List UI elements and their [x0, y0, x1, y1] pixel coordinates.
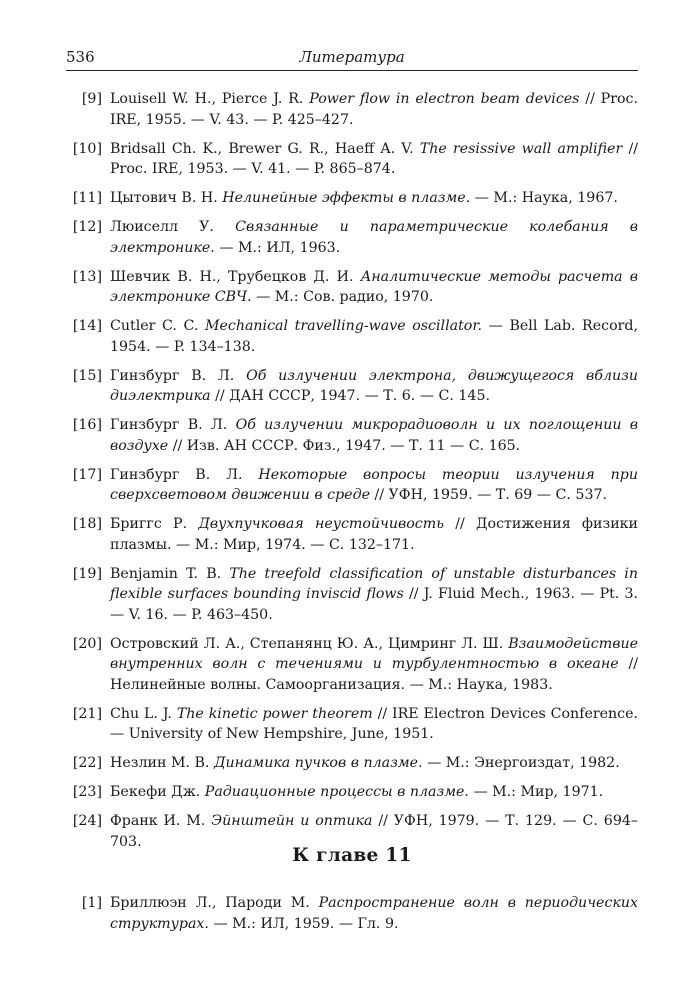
reference-title: The resissive wall amplifier	[419, 140, 623, 157]
reference-source: // Изв. АН СССР. Физ., 1947. — Т. 11 — С. 165.	[172, 437, 521, 454]
reference-number: [10]	[72, 140, 102, 157]
reference-number: [12]	[72, 219, 102, 235]
reference-source: — М.: ИЛ, 1963.	[219, 239, 341, 256]
reference-authors: Шевчик В. Н., Трубецков Д. И.	[110, 268, 354, 285]
reference-source: // Proc. IRE, 1953. — V. 41. — P. 865–874.	[110, 140, 639, 177]
reference-authors: Chu L. J.	[110, 705, 172, 722]
reference-authors: Гинзбург В. Л.	[110, 367, 235, 384]
running-title: Литература	[299, 48, 405, 66]
reference-title: Аналитические методы расчета в электронике СВЧ.	[110, 268, 639, 305]
reference-title: Об излучении электрона, движущегося вблизи диэлектрика	[110, 367, 639, 404]
reference-authors: Гинзбург В. Л.	[110, 417, 228, 433]
reference-source: // J. Fluid Mech., 1963. — Pt. 3. — V. 16. — P. 463–450.	[110, 586, 639, 623]
reference-number: [13]	[72, 268, 102, 285]
reference-number: [14]	[72, 318, 102, 334]
page-number: 536	[66, 48, 95, 66]
reference-source: // Достижения физики плазмы. — М.: Мир, 1974. — С. 132–171.	[110, 516, 638, 553]
reference-title: Связанные и параметрические колебания в электронике.	[110, 219, 639, 256]
reference-number: [21]	[72, 705, 102, 722]
reference-title: Динамика пучков в плазме.	[213, 755, 423, 771]
reference-source: — М.: ИЛ, 1959. — Гл. 9.	[213, 915, 399, 932]
reference-number: [15]	[72, 367, 102, 384]
chapter-heading: К главе 11	[292, 845, 412, 866]
reference-title: Распространение волн в периодических структурах.	[110, 895, 638, 932]
reference-item	[66, 188, 638, 209]
reference-number: [16]	[72, 417, 102, 433]
reference-source: // IRE Electron Devices Conference. — University of New Hempshire, June, 1951.	[110, 705, 639, 742]
reference-source: — Bell Lab. Record, 1954. — P. 134–138.	[110, 318, 638, 355]
reference-number: [24]	[72, 813, 102, 829]
reference-number: [17]	[72, 466, 102, 483]
reference-authors: Бриггс Р.	[110, 516, 188, 532]
reference-source: // Нелинейные волны. Самоорганизация. — М.: Наука, 1983.	[110, 656, 638, 693]
reference-item	[66, 316, 638, 357]
reference-number: [19]	[72, 565, 102, 582]
reference-list	[66, 89, 638, 861]
reference-number: [22]	[72, 755, 102, 771]
reference-item	[66, 465, 638, 506]
reference-number: [11]	[72, 190, 102, 206]
reference-item	[66, 139, 638, 180]
reference-authors: Louisell W. H., Pierce J. R.	[110, 91, 304, 107]
reference-title: The treefold classification of unstable disturbances in flexible surfaces bounding inviscid flows	[110, 565, 638, 602]
reference-title: Эйнштейн и оптика	[211, 813, 373, 829]
reference-item	[66, 753, 638, 774]
reference-number: [23]	[72, 784, 102, 800]
reference-item	[66, 217, 638, 258]
reference-authors: Бриллюэн Л., Пароди М.	[110, 895, 310, 911]
reference-item	[66, 564, 638, 626]
reference-authors: Франк И. М.	[110, 813, 206, 829]
reference-source: // УФН, 1979. — Т. 129. — С. 694–703.	[110, 813, 638, 850]
reference-item	[66, 704, 638, 745]
reference-source: — М.: Энергоиздат, 1982.	[427, 755, 620, 771]
reference-authors: Гинзбург В. Л.	[110, 466, 243, 483]
reference-source: // УФН, 1959. — Т. 69 — С. 537.	[374, 487, 608, 503]
reference-title: Некоторые вопросы теории излучения при сверхсветовом движении в среде	[110, 466, 638, 503]
reference-source: — М.: Сов. радио, 1970.	[256, 289, 434, 305]
reference-authors: Бекефи Дж.	[110, 784, 201, 800]
reference-number: [1]	[81, 895, 102, 911]
reference-authors: Benjamin T. B.	[110, 565, 222, 582]
reference-title: Радиационные процессы в плазме.	[204, 784, 469, 800]
reference-item	[66, 267, 638, 308]
reference-authors: Cutler C. C.	[110, 318, 199, 334]
reference-authors: Островский Л. А., Степанянц Ю. А., Цимринг Л. Ш.	[110, 635, 504, 652]
reference-source: — М.: Мир, 1971.	[473, 784, 604, 800]
reference-title: Power flow in electron beam devices	[309, 91, 580, 107]
reference-item	[66, 514, 638, 555]
reference-number: [9]	[81, 91, 102, 107]
reference-source: — М.: Наука, 1967.	[474, 190, 618, 206]
page-header	[66, 46, 638, 71]
reference-authors: Незлин М. В.	[110, 755, 210, 771]
reference-item	[66, 366, 638, 407]
reference-title: Об излучении микрорадиоволн и их поглощении в воздухе	[110, 417, 639, 454]
reference-title: The kinetic power theorem	[176, 705, 373, 722]
reference-source: // Proc. IRE, 1955. — V. 43. — P. 425–427.	[110, 91, 639, 128]
reference-title: Нелинейные эффекты в плазме.	[222, 190, 471, 206]
reference-item	[66, 893, 638, 934]
reference-source: // ДАН СССР, 1947. — Т. 6. — С. 145.	[215, 388, 490, 404]
reference-authors: Цытович В. Н.	[110, 190, 218, 206]
reference-number: [18]	[72, 516, 102, 532]
reference-item	[66, 415, 638, 456]
reference-authors: Bridsall Ch. K., Brewer G. R., Haeff A. V.	[110, 140, 414, 157]
reference-item	[66, 634, 638, 696]
reference-item	[66, 782, 638, 803]
reference-title: Двухпучковая неустойчивость	[198, 516, 444, 532]
reference-list-chapter-11	[66, 893, 638, 943]
reference-number: [20]	[72, 635, 102, 652]
reference-title: Взаимодействие внутренних волн с течениями и турбулентностью в океане	[110, 635, 638, 672]
reference-title: Mechanical travelling-wave oscillator.	[204, 318, 483, 334]
reference-item	[66, 89, 638, 130]
reference-authors: Люиселл У.	[110, 219, 214, 235]
